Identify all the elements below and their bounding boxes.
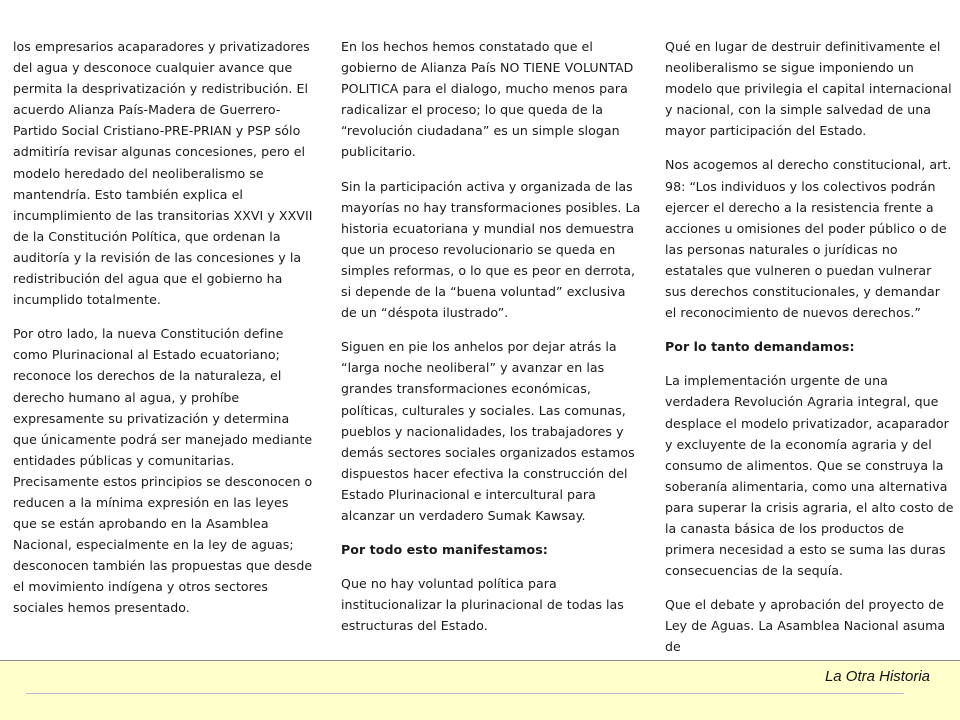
paragraph: Que el debate y aprobación del proyecto de Ley de Aguas. La Asamblea Nacional asuma de (665, 597, 946, 655)
footer-title: La Otra Historia (824, 668, 930, 685)
text-column-left (13, 36, 315, 632)
text-column-middle (341, 36, 641, 649)
text-column-right (665, 36, 955, 671)
paragraph: Nos acogemos al derecho constitucional, art. 98: “Los individuos y los colectivos podrán ejercer el derecho a la resistencia frente a acciones u omisiones del poder público o de las personas naturales o jurídicas no estatales que vulneren o puedan vulnerar sus derechos constitucionales, y demandar el reconocimiento de nuevos derechos.” (665, 157, 952, 321)
paragraph: Que no hay voluntad política para institucionalizar la plurinacional de todas las estructuras del Estado. (341, 576, 624, 634)
paragraph: Sin la participación activa y organizada de las mayorías no hay transformaciones posibles. La historia ecuatoriana y mundial nos demuestra que un proceso revolucionario se queda en simples reformas, o lo que es peor en derrota, si depende de la “buena voluntad” exclusiva de un “déspota ilustrado”. (341, 178, 641, 321)
paragraph: En los hechos hemos constatado que el gobierno de Alianza País NO TIENE VOLUNTAD POLITICA para el dialogo, mucho menos para radicalizar el proceso; lo que queda de la “revolución ciudadana” es un simple slogan publicitario. (341, 39, 634, 160)
paragraph: los empresarios acaparadores y privatizadores del agua y desconoce cualquier avance que permita la desprivatización y redistribución. El acuerdo Alianza País-Madera de Guerrero-Partido Social Cristiano-PRE-PRIAN y PSP sólo admitiría revisar algunas concesiones, pero el modelo heredado del neoliberalismo se mantendría. Esto también explica el incumplimiento de las transitorias XXVI y XXVII de la Constitución Política, que ordenan la auditoría y la revisión de las concesiones y la redistribución del agua que el gobierno ha incumplido totalmente. (13, 39, 313, 308)
paragraph: Por otro lado, la nueva Constitución define como Plurinacional al Estado ecuatoriano; reconoce los derechos de la naturaleza, el derecho humano al agua, y prohíbe expresamente su privatización y determina que únicamente podrá ser manejado mediante entidades públicas y comunitarias. Precisamente estos principios se desconocen o reducen a la mínima expresión en las leyes que se están aprobando en la Asamblea Nacional, especialmente en la ley de aguas; desconocen también las propuestas que desde el movimiento indígena y otros sectores sociales hemos presentado. (13, 326, 313, 616)
section-heading: Por todo esto manifestamos: (341, 542, 548, 558)
paragraph: Qué en lugar de destruir definitivamente el neoliberalismo se sigue imponiendo un modelo que privilegia el capital internacional y nacional, con la simple salvedad de una mayor participación del Estado. (665, 39, 952, 139)
section-heading: Por lo tanto demandamos: (665, 339, 855, 355)
paragraph: La implementación urgente de una verdadera Revolución Agraria integral, que desplace el modelo privatizador, acaparador y excluyente de la economía agraria y del consumo de alimentos. Que se construya la soberanía alimentaria, como una alternativa para superar la crisis agraria, el alto costo de la canasta básica de los productos de primera necesidad a esto se suma las duras consecuencias de la sequía. (665, 373, 954, 579)
paragraph: Siguen en pie los anhelos por dejar atrás la “larga noche neoliberal” y avanzar en las grandes transformaciones económicas, políticas, culturales y sociales. Las comunas, pueblos y nacionalidades, los trabajadores y demás sectores sociales organizados estamos dispuestos hacer efectiva la construcción del Estado Plurinacional e intercultural para alcanzar un verdadero Sumak Kawsay. (341, 339, 635, 523)
footer-divider (26, 693, 904, 694)
footer-bar (0, 660, 960, 720)
